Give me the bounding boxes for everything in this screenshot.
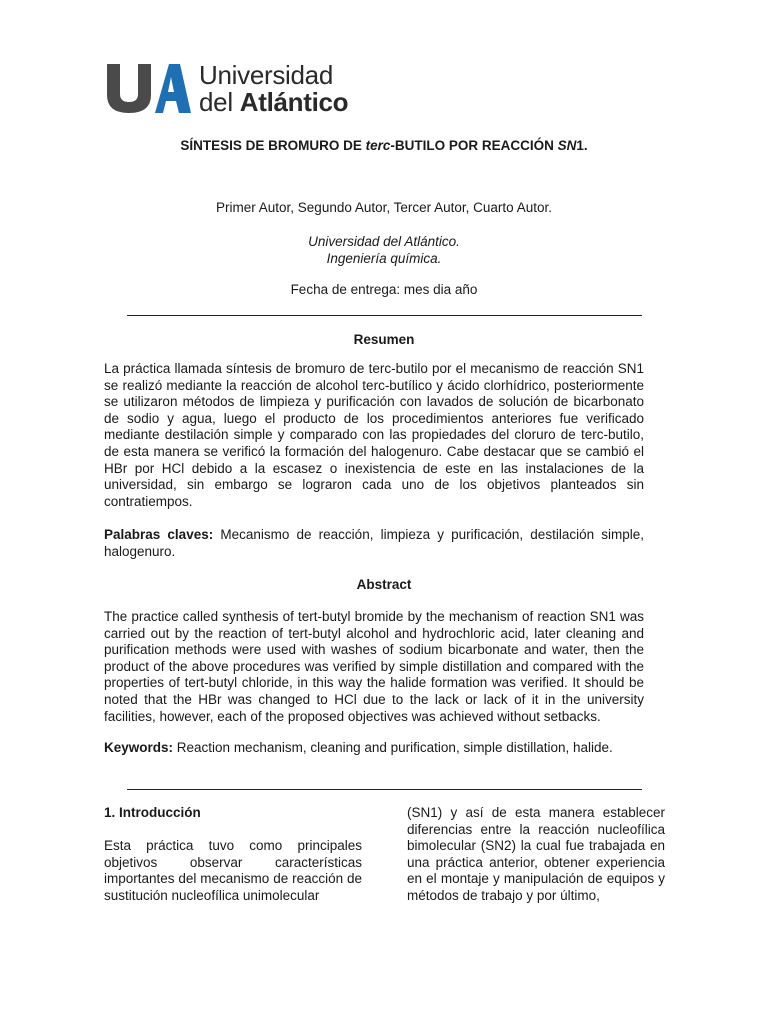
resumen-text: La práctica llamada síntesis de bromuro de terc-butilo por el mecanismo de reacción SN1 se realizó mediante la reacción de alcohol terc-butílico y ácido clorhídrico, posteriormente se utilizaron métodos de limpieza y purificación con lavados de solución de bicarbonato de sodio y agua, luego el producto de los procedimientos anteriores fue verificado mediante destilación simple y comparado con las propiedades del cloruro de terc-butilo, de esta manera se verificó la formación del halogenuro. Cabe destacar que se cambió el HBr por HCl debido a la escasez o inexistencia de este en las instalaciones de la universidad, sin embargo se lograron cada uno de los objetivos planteados sin contratiempos.: [104, 361, 644, 509]
logo-wordmark: [199, 62, 348, 115]
logo-line2-bold: Atlántico: [239, 87, 349, 117]
title-part3: -BUTILO POR REACCIÓN: [390, 138, 558, 153]
divider-top: [127, 315, 642, 316]
intro-right-column: (SN1) y así de esta manera establecer diferencias entre la reacción nucleofílica bimolecular (SN2) la cual fue trabajada en una práctica anterior, obtener experiencia en el montaje y manipulación de equipos y métodos de trabajo y por último,: [407, 805, 665, 903]
submission-date: Fecha de entrega: mes dia año: [290, 282, 478, 297]
palabras-claves: [104, 527, 644, 560]
logo-a-shape: [155, 64, 191, 113]
logo-line2-prefix: del: [199, 87, 240, 117]
university-logo: [105, 62, 348, 117]
resumen-heading: Resumen: [353, 332, 415, 347]
palabras-claves-text: Mecanismo de reacción, limpieza y purificación, destilación simple, halogenuro.: [104, 527, 644, 559]
logo-line2: [199, 89, 348, 115]
document-title: [0, 138, 768, 153]
keywords-text: Reaction mechanism, cleaning and purification, simple distillation, halide.: [173, 740, 613, 755]
palabras-claves-label: Palabras claves:: [104, 527, 214, 542]
divider-bottom: [127, 789, 642, 790]
logo-line1: Universidad: [199, 60, 333, 90]
logo-u-shape: [107, 64, 151, 113]
keywords: [104, 740, 644, 757]
title-part4: SN: [557, 138, 577, 153]
ua-logo-mark-icon: [105, 62, 191, 114]
university-name: Universidad del Atlántico.: [308, 234, 460, 249]
title-part1: SÍNTESIS DE BROMURO DE: [180, 138, 366, 153]
title-part5: 1.: [576, 138, 588, 153]
abstract-heading: Abstract: [356, 577, 412, 592]
intro-left-column: Esta práctica tuvo como principales objetivos observar características importantes del mecanismo de reacción de sustitución nucleofílica unimolecular: [104, 838, 362, 903]
keywords-label: Keywords:: [104, 740, 174, 755]
department: Ingeniería química.: [326, 251, 442, 266]
authors: Primer Autor, Segundo Autor, Tercer Autor, Cuarto Autor.: [216, 200, 552, 215]
intro-heading: 1. Introducción: [104, 805, 201, 820]
title-part2: terc: [365, 138, 391, 153]
abstract-text: The practice called synthesis of tert-butyl bromide by the mechanism of reaction SN1 was carried out by the reaction of tert-butyl alcohol and hydrochloric acid, later cleaning and purification methods were used with washes of sodium bicarbonate and water, then the product of the above procedures was verified by simple distillation and compared with the properties of tert-butyl chloride, in this way the halide formation was verified. It should be noted that the HBr was changed to HCl due to the lack or lack of it in the university facilities, however, each of the proposed objectives was achieved without setbacks.: [104, 609, 644, 724]
